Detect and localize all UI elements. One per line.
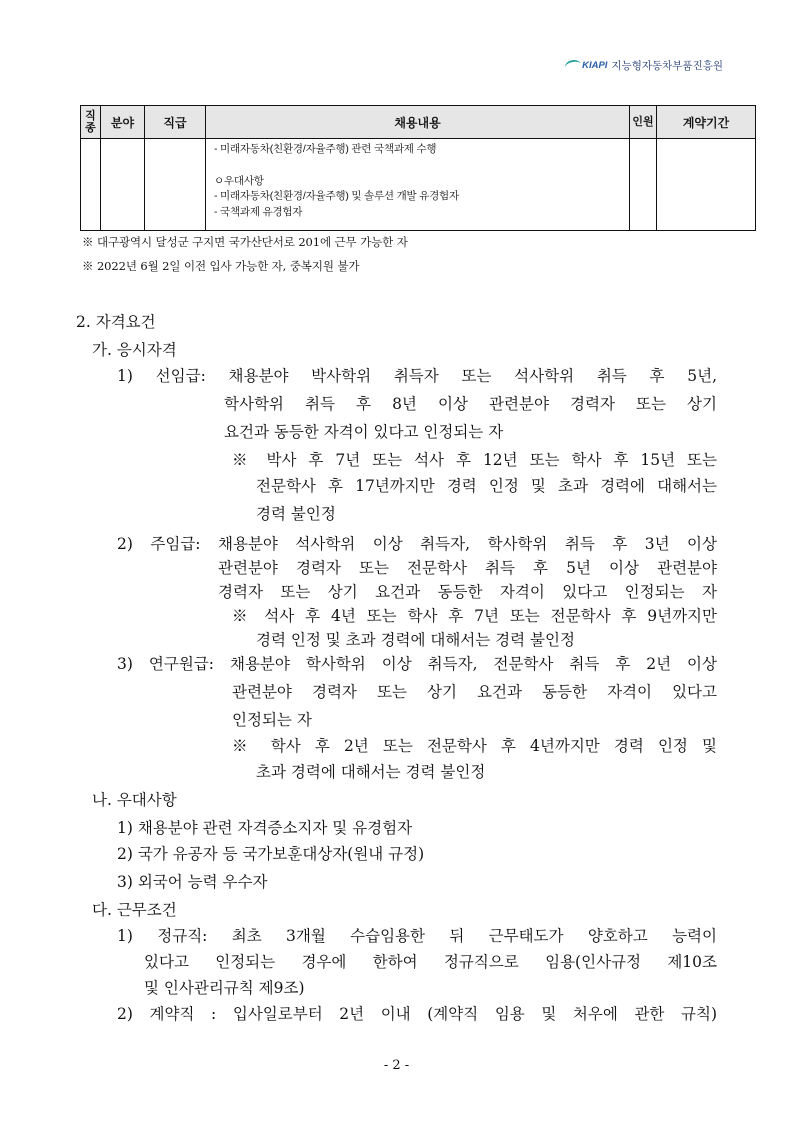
section-title: 2. 자격요건 [76, 313, 156, 331]
content-line: - 미래자동차(친환경/자율주행) 및 솔루션 개발 유경험자 [214, 190, 459, 202]
content-line: ㅇ우대사항 [214, 174, 264, 187]
senior-line-2: 학사학위 취득 후 8년 이상 관련분야 경력자 또는 상기 [224, 395, 717, 413]
principal-line-3: 경력자 또는 상기 요건과 동등한 자격이 있다고 인정되는 자 [218, 583, 717, 601]
preference-item: 2) 국가 유공자 등 국가보훈대상자(원내 규정) [117, 845, 425, 863]
preference-heading: 나. 우대사항 [92, 791, 177, 809]
senior-note-2: 전문학사 후 17년까지만 경력 인정 및 초과 경력에 대해서는 [256, 477, 717, 495]
researcher-line-2: 관련분야 경력자 또는 상기 요건과 동등한 자격이 있다고 [232, 683, 717, 701]
principal-line-2: 관련분야 경력자 또는 전문학사 취득 후 5년 이상 관련분야 [218, 559, 717, 577]
cell-job-type [81, 139, 101, 231]
researcher-line-1: 3) 연구원급: 채용분야 학사학위 이상 취득자, 전문학사 취득 후 2년 이상 [117, 655, 717, 673]
senior-line-1: 1) 선임급: 채용분야 박사학위 취득자 또는 석사학위 취득 후 5년, [117, 367, 717, 385]
researcher-note-1: ※ 학사 후 2년 또는 전문학사 후 4년까지만 경력 인정 및 [232, 737, 717, 755]
principal-line-1: 2) 주임급: 채용분야 석사학위 이상 취득자, 학사학위 취득 후 3년 이상 [117, 535, 717, 553]
principal-note-1: ※ 석사 후 4년 또는 학사 후 7년 또는 전문학사 후 9년까지만 [232, 607, 717, 625]
regular-line-1: 1) 정규직: 최초 3개월 수습임용한 뒤 근무태도가 양호하고 능력이 [117, 927, 717, 945]
content-line: - 미래자동차(친환경/자율주행) 관련 국책과제 수행 [214, 143, 437, 155]
researcher-note-2: 초과 경력에 대해서는 경력 불인정 [256, 763, 486, 781]
contract-line-1: 2) 계약직 : 입사일로부터 2년 이내 (계약직 임용 및 처우에 관한 규칙) [117, 1005, 717, 1023]
kiapi-logo-icon: KIAPI [565, 60, 607, 72]
cell-field [101, 139, 145, 231]
senior-line-3: 요건과 동등한 자격이 있다고 인정되는 자 [224, 423, 504, 441]
header-description: 채용내용 [206, 106, 630, 139]
cell-description [206, 139, 630, 231]
qualification-heading: 가. 응시자격 [92, 341, 177, 359]
header-headcount: 인원 [630, 106, 657, 139]
header-logo [565, 58, 723, 73]
researcher-line-3: 인정되는 자 [232, 711, 312, 729]
conditions-heading: 다. 근무조건 [92, 901, 177, 919]
preference-item: 3) 외국어 능력 우수자 [117, 873, 268, 891]
senior-note-1: ※ 박사 후 7년 또는 석사 후 12년 또는 학사 후 15년 또는 [232, 451, 717, 469]
cell-headcount [630, 139, 657, 231]
regular-line-2: 있다고 인정되는 경우에 한하여 정규직으로 임용(인사규정 제10조 [144, 953, 717, 971]
note-location: ※ 대구광역시 달성군 구지면 국가산단서로 201에 근무 가능한 자 [82, 235, 408, 249]
header-contract-period: 계약기간 [657, 106, 756, 139]
note-start-date: ※ 2022년 6월 2일 이전 입사 가능한 자, 중복지원 불가 [82, 259, 360, 273]
principal-note-2: 경력 인정 및 초과 경력에 대해서는 경력 불인정 [256, 631, 575, 649]
header-job-type: 직종 [81, 106, 101, 139]
header-grade: 직급 [145, 106, 206, 139]
recruitment-table [80, 105, 756, 231]
senior-note-3: 경력 불인정 [256, 505, 336, 523]
preference-item: 1) 채용분야 관련 자격증소지자 및 유경험자 [117, 819, 413, 837]
cell-contract-period [657, 139, 756, 231]
table-header-row [81, 106, 756, 139]
header-field: 분야 [101, 106, 145, 139]
cell-grade [145, 139, 206, 231]
regular-line-3: 및 인사관리규칙 제9조) [144, 979, 305, 997]
org-name: 지능형자동차부품진흥원 [611, 60, 723, 72]
table-row [81, 139, 756, 231]
page-number: - 2 - [383, 1058, 410, 1073]
content-line: - 국책과제 유경험자 [214, 205, 303, 218]
